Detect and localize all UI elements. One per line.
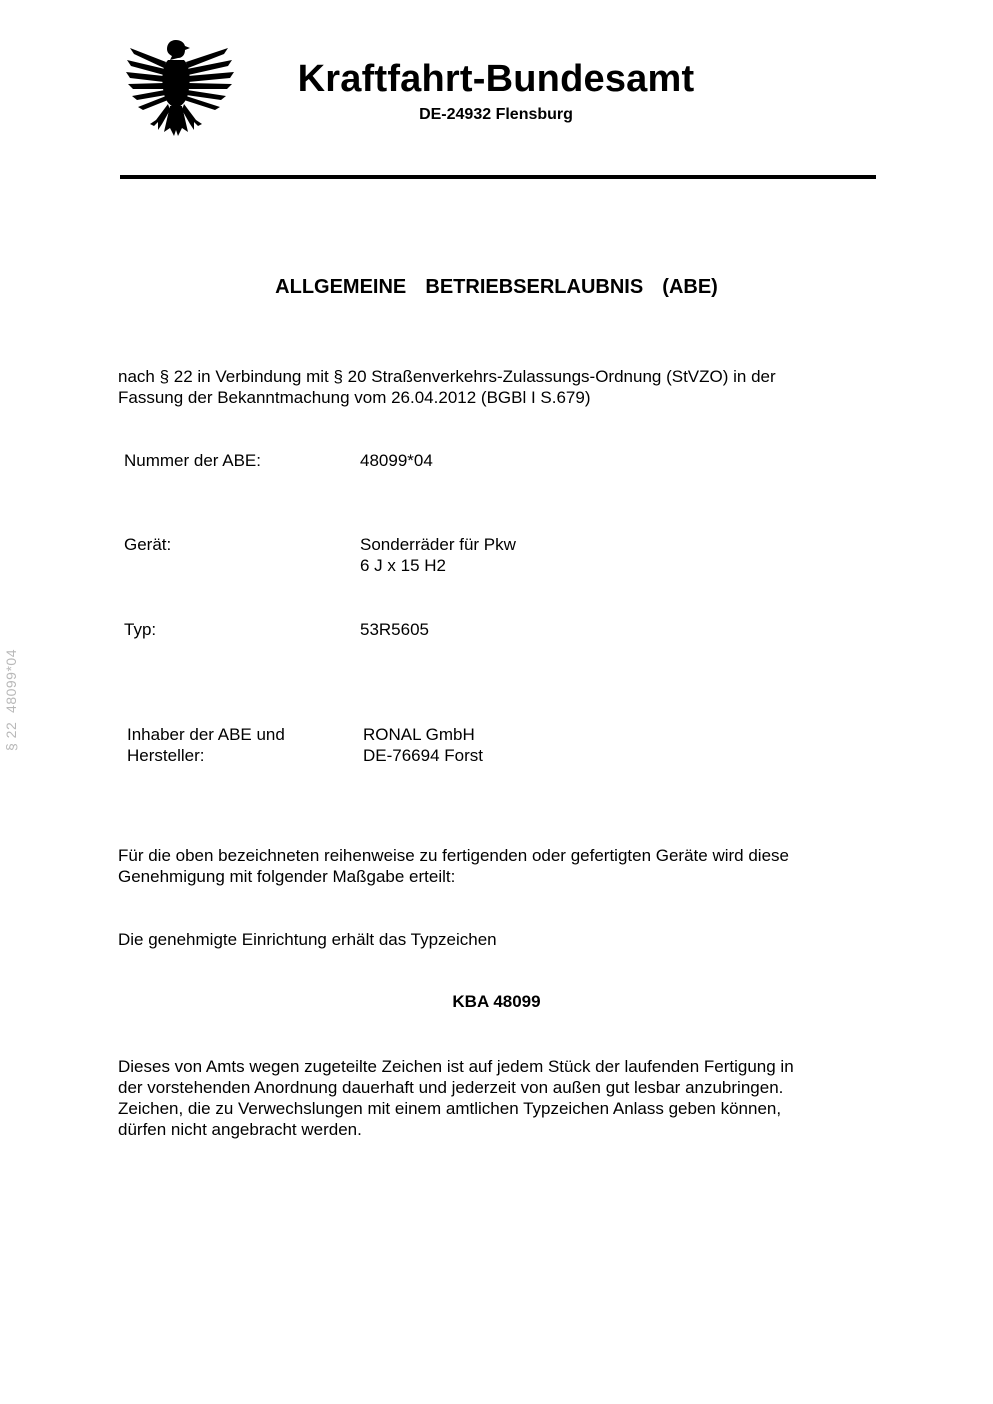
device-value: Sonderräder für Pkw 6 J x 15 H2 <box>360 535 516 575</box>
type-label: Typ: <box>124 620 157 639</box>
header-divider <box>120 175 876 179</box>
issuing-authority-name: Kraftfahrt-Bundesamt <box>297 58 695 100</box>
type-mark-intro: Die genehmigte Einrichtung erhält das Typzeichen <box>118 930 497 949</box>
device-label: Gerät: <box>124 535 172 554</box>
federal-eagle-icon <box>124 36 236 142</box>
marking-rules-text: Dieses von Amts wegen zugeteilte Zeichen ist auf jedem Stück der laufenden Fertigung in der vorstehenden Anordnung dauerhaft und jederzeit von außen gut lesbar anzubringen. Zeichen, die zu Verwechslungen mit einem amtlichen Typzeichen Anlass geben können, dürfen nicht angebracht werden. <box>118 1057 794 1139</box>
margin-reference: § 22 48099*04 <box>3 649 19 751</box>
abe-number-value: 48099*04 <box>360 451 433 470</box>
type-value: 53R5605 <box>360 620 430 639</box>
document-title: ALLGEMEINE BETRIEBSERLAUBNIS (ABE) <box>275 276 718 298</box>
holder-label: Inhaber der ABE und Hersteller: <box>127 725 285 765</box>
approval-condition-text: Für die oben bezeichneten reihenweise zu fertigenden oder gefertigten Geräte wird diese Genehmigung mit folgender Maßgabe erteilt: <box>118 846 789 886</box>
legal-basis-text: nach § 22 in Verbindung mit § 20 Straßenverkehrs-Zulassungs-Ordnung (StVZO) in der Fassung der Bekanntmachung vom 26.04.2012 (BGBl I S.679) <box>118 367 776 407</box>
holder-value: RONAL GmbH DE-76694 Forst <box>363 725 483 765</box>
type-mark: KBA 48099 <box>452 992 541 1011</box>
issuing-authority-address: DE-24932 Flensburg <box>419 106 573 123</box>
abe-number-label: Nummer der ABE: <box>124 451 261 470</box>
